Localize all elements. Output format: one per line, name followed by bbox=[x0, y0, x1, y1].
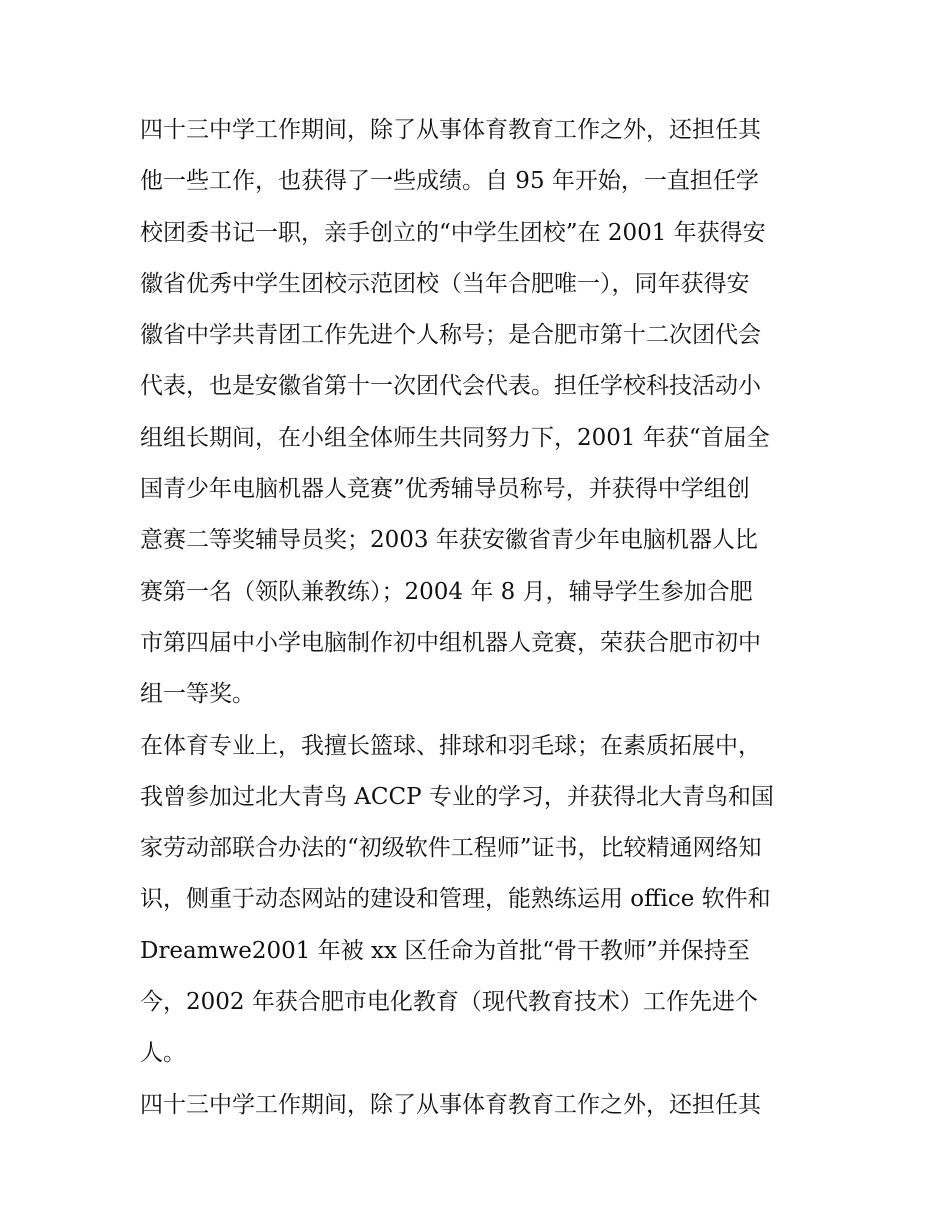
text-line: 国青少年电脑机器人竞赛”优秀辅导员称号，并获得中学组创 bbox=[140, 476, 750, 503]
text-line: 今，2002 年获合肥市电化教育（现代教育技术）工作先进个 bbox=[140, 989, 758, 1016]
text-line: 四十三中学工作期间，除了从事体育教育工作之外，还担任其 bbox=[140, 1091, 761, 1118]
text-line: 组组长期间，在小组全体师生共同努力下，2001 年获“首届全 bbox=[140, 424, 770, 451]
text-line: 人。 bbox=[140, 1040, 186, 1067]
text-line: 在体育专业上，我擅长篮球、排球和羽毛球；在素质拓展中， bbox=[140, 732, 761, 759]
text-line: 意赛二等奖辅导员奖；2003 年获安徽省青少年电脑机器人比 bbox=[140, 527, 758, 554]
text-line: 徽省中学共青团工作先进个人称号；是合肥市第十二次团代会 bbox=[140, 322, 761, 349]
text-line: 识，侧重于动态网站的建设和管理，能熟练运用 office 软件和 bbox=[140, 886, 771, 913]
text-line: 校团委书记一职，亲手创立的“中学生团校”在 2001 年获得安 bbox=[140, 219, 766, 246]
text-line: 家劳动部联合办法的“初级软件工程师”证书，比较精通网络知 bbox=[140, 835, 762, 862]
text-line: 组一等奖。 bbox=[140, 681, 255, 708]
text-line: 赛第一名（领队兼教练）；2004 年 8 月，辅导学生参加合肥 bbox=[140, 578, 753, 605]
text-line: 市第四届中小学电脑制作初中组机器人竞赛，荣获合肥市初中 bbox=[140, 629, 761, 656]
text-line: 我曾参加过北大青鸟 ACCP 专业的学习，并获得北大青鸟和国 bbox=[140, 783, 774, 810]
text-line: Dreamwe2001 年被 xx 区任命为首批“骨干教师”并保持至 bbox=[140, 937, 750, 964]
text-line: 四十三中学工作期间，除了从事体育教育工作之外，还担任其 bbox=[140, 117, 761, 143]
text-line: 他一些工作，也获得了一些成绩。自 95 年开始，一直担任学 bbox=[140, 168, 759, 195]
text-line: 代表，也是安徽省第十一次团代会代表。担任学校科技活动小 bbox=[140, 373, 761, 400]
body-text bbox=[140, 108, 820, 1134]
text-line: 徽省优秀中学生团校示范团校（当年合肥唯一），同年获得安 bbox=[140, 270, 750, 297]
